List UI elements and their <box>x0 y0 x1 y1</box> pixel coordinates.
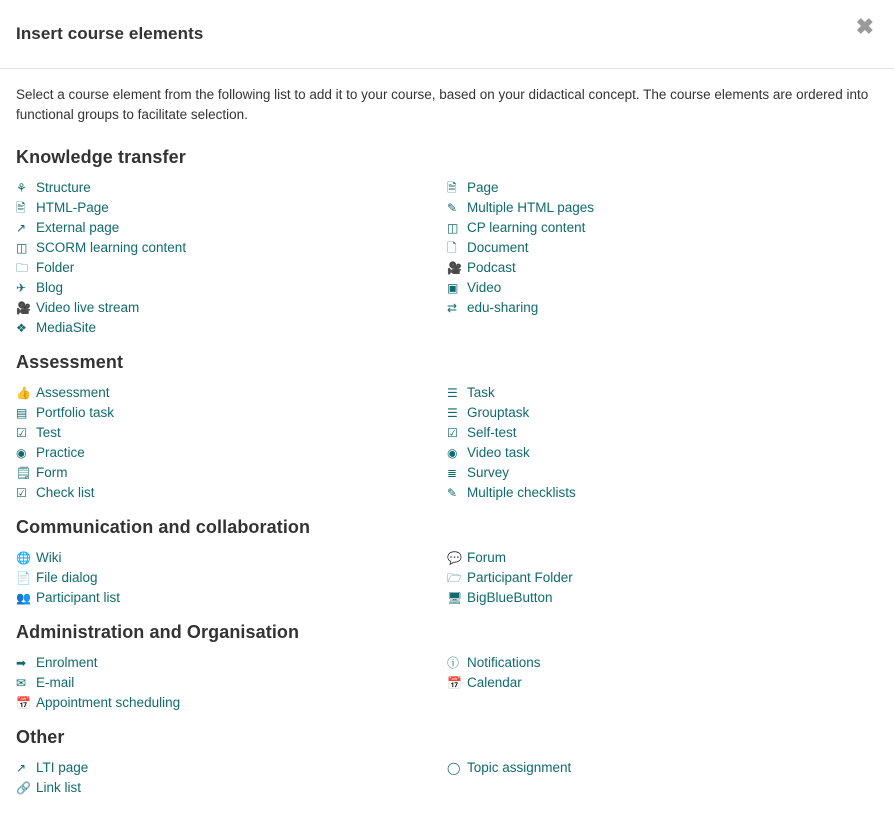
course-element-label: Self-test <box>467 425 517 440</box>
blog-icon: ✈ <box>16 281 27 295</box>
course-element-lti-page[interactable] <box>16 758 437 778</box>
course-element-label: Participant Folder <box>467 570 573 585</box>
course-element-document[interactable] <box>447 238 868 258</box>
course-element-video-live-stream[interactable] <box>16 298 437 318</box>
course-element-label: edu-sharing <box>467 300 539 315</box>
course-element-label: Appointment scheduling <box>36 695 181 710</box>
course-element-label: LTI page <box>36 760 89 775</box>
course-element-video-task[interactable] <box>447 443 868 463</box>
element-group <box>16 147 878 338</box>
course-element-test[interactable] <box>16 423 437 443</box>
thumbs-up-icon: 👍 <box>16 386 31 400</box>
course-element-label: BigBlueButton <box>467 590 553 605</box>
course-element-blog[interactable] <box>16 278 437 298</box>
course-element-participant-list[interactable] <box>16 588 437 608</box>
selftest-icon: ☑ <box>447 426 458 440</box>
dialog-body <box>0 69 894 798</box>
course-element-label: Folder <box>36 260 75 275</box>
globe-icon: 🌐 <box>16 551 31 565</box>
video-task-icon: ◉ <box>447 446 458 460</box>
course-element-label: HTML-Page <box>36 200 109 215</box>
course-element-podcast[interactable] <box>447 258 868 278</box>
users-icon: 👥 <box>16 591 31 605</box>
course-element-label: Video live stream <box>36 300 140 315</box>
group-column-left <box>16 653 447 713</box>
course-element-label: Task <box>467 385 495 400</box>
cp-icon: ◫ <box>447 221 459 235</box>
calendar-icon: 📅 <box>16 696 31 710</box>
course-element-portfolio-task[interactable] <box>16 403 437 423</box>
group-column-right <box>447 758 878 798</box>
sign-in-icon: ➡ <box>16 656 27 670</box>
practice-icon: ◉ <box>16 446 27 460</box>
course-element-external-page[interactable] <box>16 218 437 238</box>
course-element-label: Link list <box>36 780 82 795</box>
course-element-folder[interactable] <box>16 258 437 278</box>
group-column-left <box>16 178 447 338</box>
course-element-label: MediaSite <box>36 320 97 335</box>
group-column-right <box>447 548 878 608</box>
group-title: Knowledge transfer <box>16 147 186 167</box>
course-element-edu-sharing[interactable] <box>447 298 868 318</box>
course-element-label: Page <box>467 180 499 195</box>
element-group <box>16 727 878 798</box>
course-element-label: Form <box>36 465 68 480</box>
group-title: Assessment <box>16 352 124 372</box>
course-element-label: Video task <box>467 445 530 460</box>
course-element-survey[interactable] <box>447 463 868 483</box>
course-element-label: Structure <box>36 180 91 195</box>
course-element-e-mail[interactable] <box>16 673 437 693</box>
structure-icon: ⚘ <box>16 181 27 195</box>
course-element-label: Multiple checklists <box>467 485 576 500</box>
course-element-link-list[interactable] <box>16 778 437 798</box>
course-element-label: Survey <box>467 465 510 480</box>
element-group <box>16 517 878 608</box>
course-element-label: Video <box>467 280 502 295</box>
course-element-enrolment[interactable] <box>16 653 437 673</box>
folder-open-icon: 🗁 <box>447 571 462 585</box>
dialog-header <box>0 0 894 69</box>
course-element-form[interactable] <box>16 463 437 483</box>
course-element-label: Enrolment <box>36 655 98 670</box>
page-title: Insert course elements <box>16 24 204 43</box>
course-element-mediasite[interactable] <box>16 318 437 338</box>
course-element-grouptask[interactable] <box>447 403 868 423</box>
edu-sharing-icon: ⇄ <box>447 301 458 315</box>
element-group <box>16 352 878 503</box>
course-element-label: E-mail <box>36 675 75 690</box>
course-element-label: Calendar <box>467 675 522 690</box>
page-icon: 🗎 <box>447 181 457 195</box>
file-icon: 🖹 <box>16 201 26 215</box>
course-element-label: Test <box>36 425 61 440</box>
course-element-label: File dialog <box>36 570 98 585</box>
form-icon: 🗒 <box>16 466 32 480</box>
course-element-multiple-checklists[interactable] <box>447 483 868 503</box>
course-element-label: Multiple HTML pages <box>467 200 595 215</box>
course-element-label: Topic assignment <box>467 760 572 775</box>
course-element-bigbluebutton[interactable] <box>447 588 868 608</box>
course-element-label: External page <box>36 220 120 235</box>
course-element-label: Practice <box>36 445 85 460</box>
group-title: Administration and Organisation <box>16 622 300 642</box>
course-element-topic-assignment[interactable] <box>447 758 868 778</box>
course-element-check-list[interactable] <box>16 483 437 503</box>
envelope-icon: ✉ <box>16 676 27 690</box>
mediasite-icon: ❖ <box>16 321 27 335</box>
pen-icon: ✎ <box>447 486 458 500</box>
folder-icon: 🗀 <box>16 261 29 275</box>
group-title: Other <box>16 727 65 747</box>
comment-icon: 💬 <box>447 551 462 565</box>
course-element-label: Check list <box>36 485 95 500</box>
video-icon: ▣ <box>447 281 459 295</box>
course-element-label: Podcast <box>467 260 516 275</box>
external-link-icon: ↗ <box>16 761 27 775</box>
course-element-page[interactable] <box>447 178 868 198</box>
external-link-icon: ↗ <box>16 221 27 235</box>
course-element-practice[interactable] <box>16 443 437 463</box>
course-element-task[interactable] <box>447 383 868 403</box>
course-element-html-page[interactable] <box>16 198 437 218</box>
course-element-video[interactable] <box>447 278 868 298</box>
course-element-file-dialog[interactable] <box>16 568 437 588</box>
course-element-label: Participant list <box>36 590 121 605</box>
grouptask-icon: ☰ <box>447 406 458 420</box>
course-element-label: Notifications <box>467 655 541 670</box>
screen-icon: 🖥 <box>447 591 463 605</box>
portfolio-icon: ▤ <box>16 406 28 420</box>
file-dialog-icon: 📄 <box>16 571 31 585</box>
course-element-calendar[interactable] <box>447 673 868 693</box>
video-camera-icon: 🎥 <box>16 301 31 315</box>
course-element-structure[interactable] <box>16 178 437 198</box>
element-group <box>16 622 878 713</box>
group-column-left <box>16 548 447 608</box>
podcast-icon: 🎥 <box>447 261 462 275</box>
course-element-self-test[interactable] <box>447 423 868 443</box>
calendar-alt-icon: 📅 <box>447 676 462 690</box>
course-element-wiki[interactable] <box>16 548 437 568</box>
course-element-participant-folder[interactable] <box>447 568 868 588</box>
course-element-multiple-html-pages[interactable] <box>447 198 868 218</box>
course-element-appointment-scheduling[interactable] <box>16 693 437 713</box>
group-column-right <box>447 653 878 713</box>
test-icon: ☑ <box>16 426 27 440</box>
course-element-label: CP learning content <box>467 220 586 235</box>
course-element-cp-learning-content[interactable] <box>447 218 868 238</box>
survey-icon: ≣ <box>447 466 458 480</box>
course-element-scorm-learning-content[interactable] <box>16 238 437 258</box>
group-column-left <box>16 383 447 503</box>
course-element-label: Portfolio task <box>36 405 115 420</box>
course-element-label: Grouptask <box>467 405 530 420</box>
course-element-assessment[interactable] <box>16 383 437 403</box>
group-column-left <box>16 758 447 798</box>
course-element-label: Blog <box>36 280 64 295</box>
intro-text: Select a course element from the following list to add it to your course, based on your didactical concept. The course elements are ordered into functional groups to facilitate selection. <box>16 87 869 122</box>
scorm-icon: ◫ <box>16 241 28 255</box>
group-column-right <box>447 383 878 503</box>
group-title: Communication and collaboration <box>16 517 311 537</box>
document-icon: 🗋 <box>447 241 457 255</box>
group-column-right <box>447 178 878 338</box>
checklist-icon: ☑ <box>16 486 27 500</box>
link-icon: 🔗 <box>16 781 31 795</box>
course-element-label: Wiki <box>36 550 62 565</box>
circle-icon: ◯ <box>447 761 461 775</box>
course-element-label: Forum <box>467 550 507 565</box>
task-icon: ☰ <box>447 386 458 400</box>
course-element-label: Document <box>467 240 529 255</box>
course-element-label: Assessment <box>36 385 110 400</box>
course-element-notifications[interactable] <box>447 653 868 673</box>
info-icon: ⓘ <box>447 656 460 670</box>
element-groups <box>16 147 878 798</box>
course-element-forum[interactable] <box>447 548 868 568</box>
close-icon[interactable]: ✖ <box>850 12 880 42</box>
course-element-label: SCORM learning content <box>36 240 187 255</box>
pen-icon: ✎ <box>447 201 458 215</box>
